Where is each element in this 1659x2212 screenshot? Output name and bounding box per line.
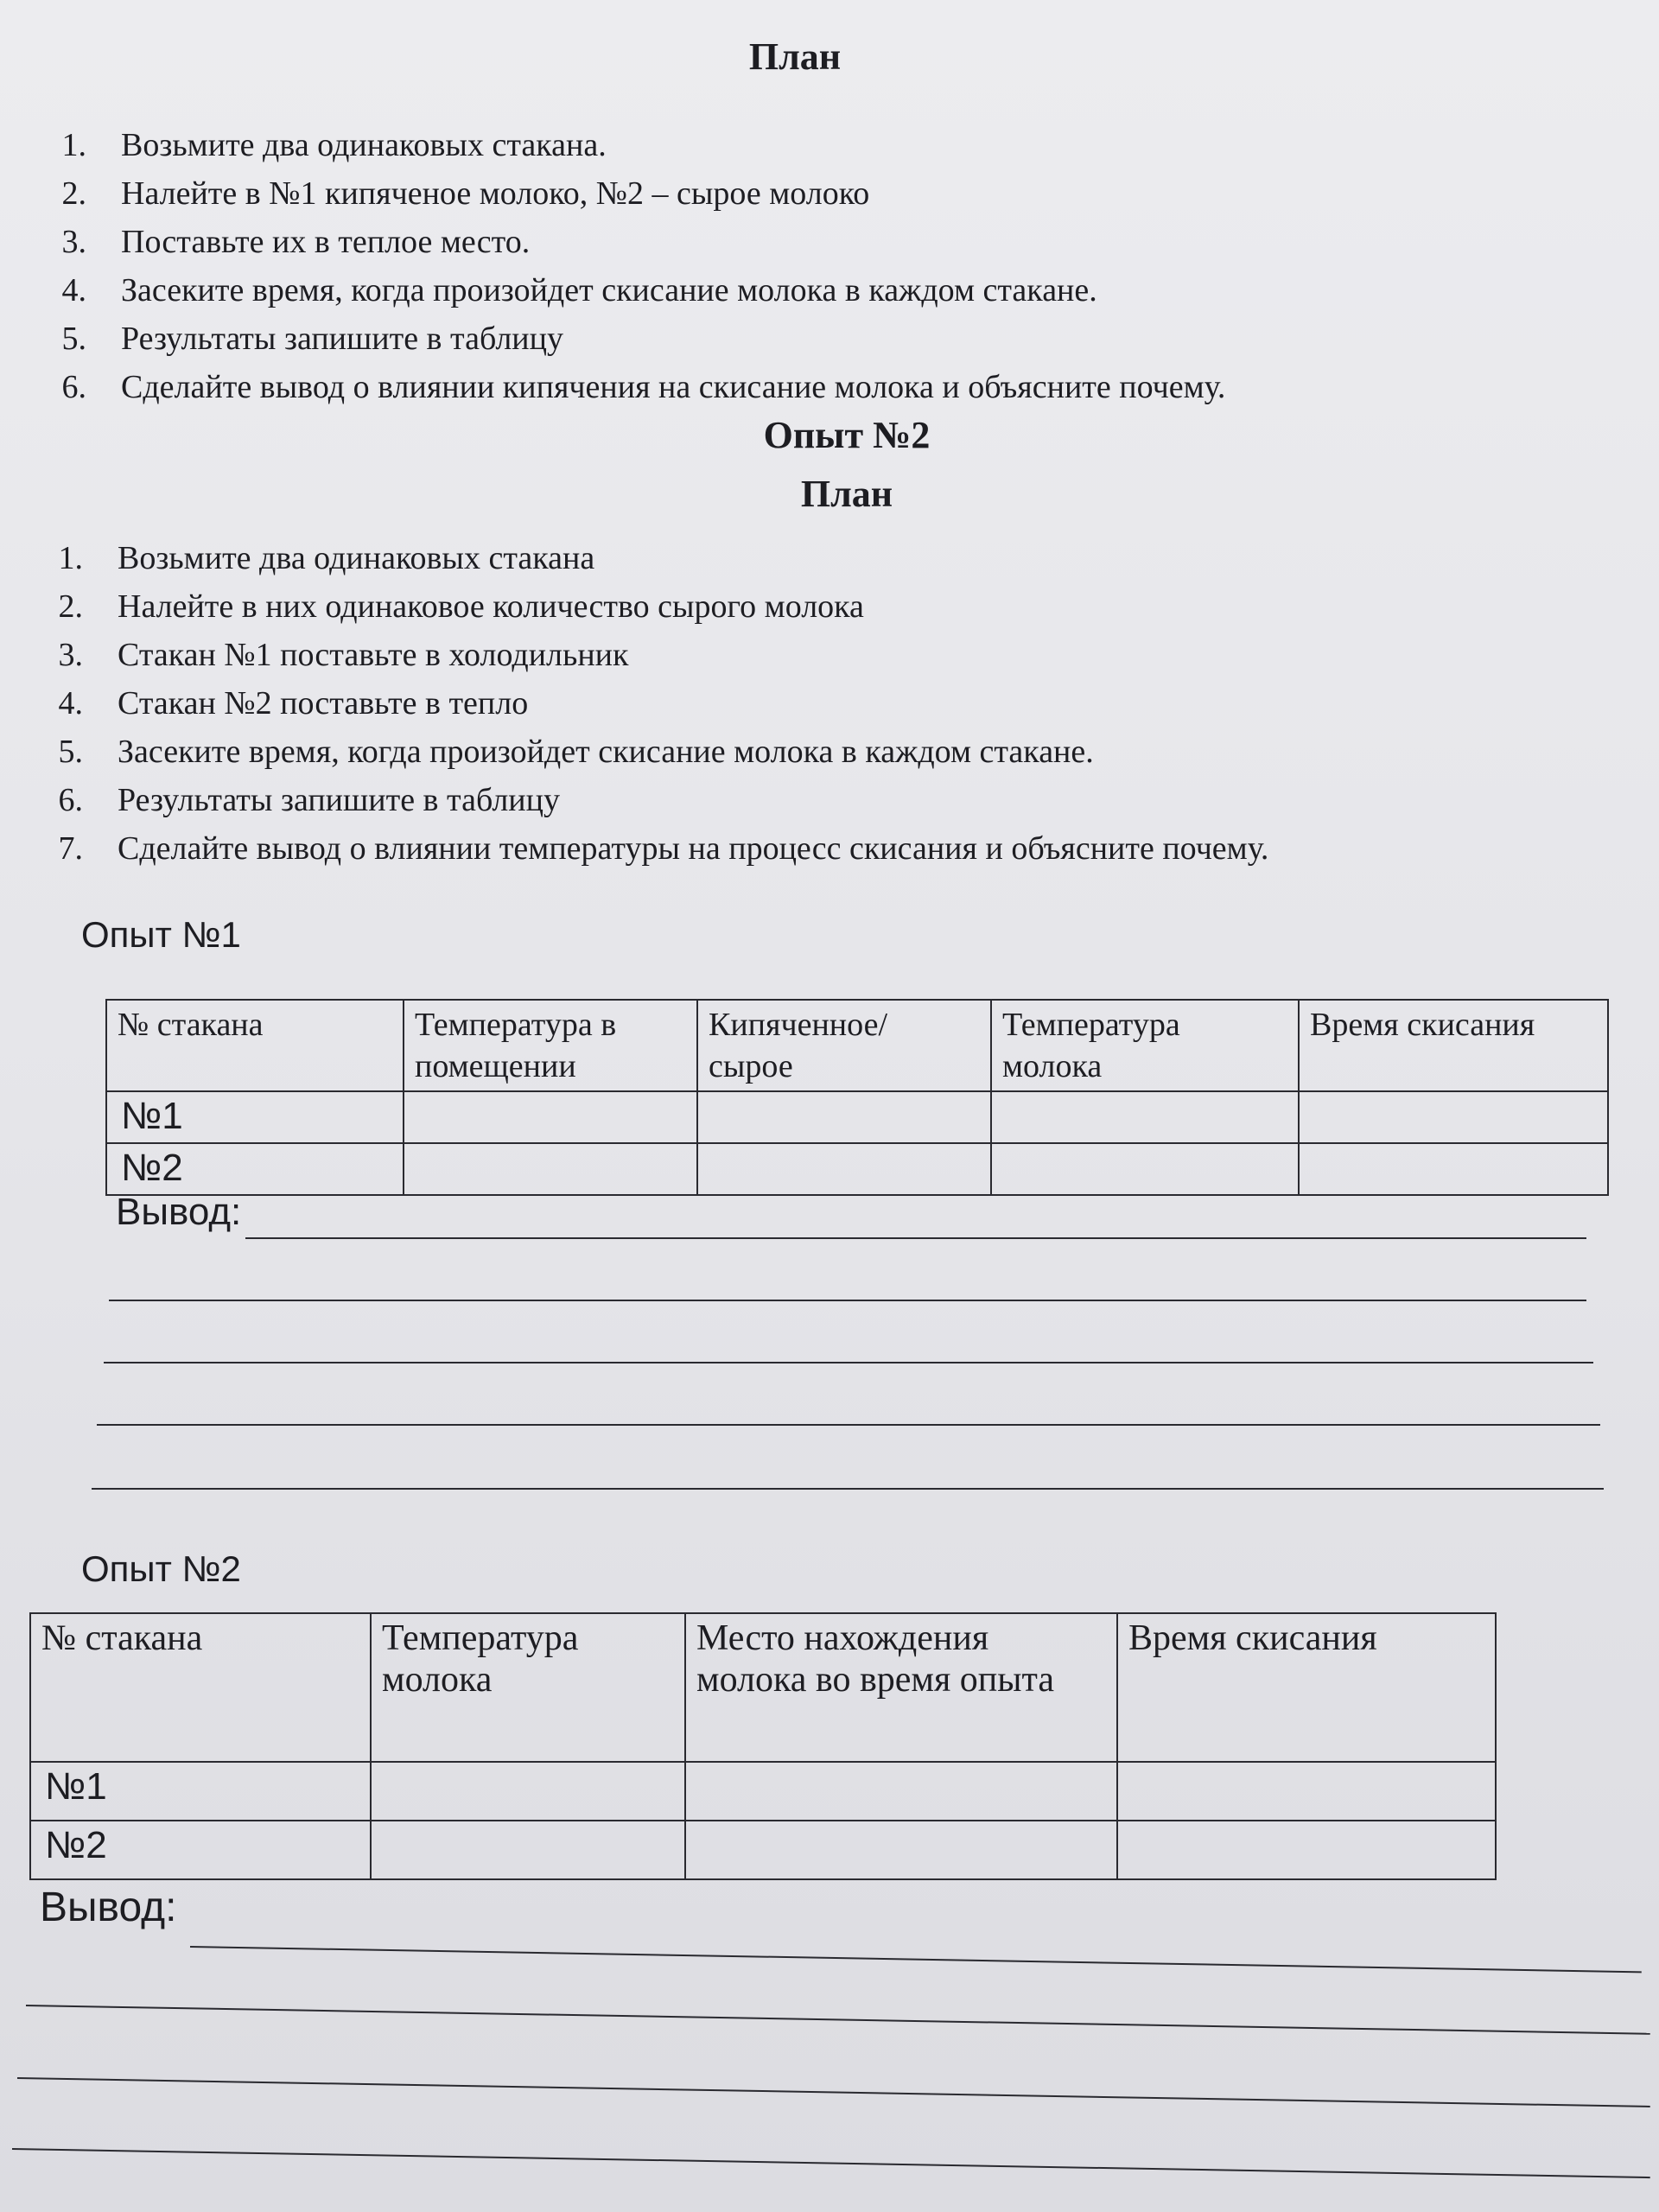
list-item: 3. Стакан №1 поставьте в холодильник [58, 637, 629, 673]
table-header-cell: Время скисания [1299, 1000, 1608, 1091]
table-row [106, 1091, 1608, 1143]
answer-line[interactable] [97, 1424, 1600, 1426]
answer-line[interactable] [17, 2077, 1650, 2107]
table-header-cell: Время скисания [1117, 1613, 1496, 1762]
empty-cell[interactable] [1299, 1143, 1608, 1195]
answer-line[interactable] [92, 1488, 1604, 1490]
empty-cell[interactable] [404, 1143, 697, 1195]
answer-line[interactable] [190, 1946, 1642, 1973]
plan-1-list [35, 121, 1590, 411]
empty-cell[interactable] [1117, 1762, 1496, 1821]
table-row [30, 1821, 1496, 1879]
empty-cell[interactable] [991, 1143, 1299, 1195]
empty-cell[interactable] [685, 1762, 1117, 1821]
plan-2-list [31, 534, 1586, 873]
row-label: №2 [30, 1821, 371, 1879]
list-item: 5. Засеките время, когда произойдет скисание молока в каждом стакане. [58, 734, 1094, 770]
row-label: №1 [106, 1091, 404, 1143]
table-1-label: Опыт №1 [81, 914, 241, 955]
list-item: 6. Сделайте вывод о влиянии кипячения на скисание молока и объясните почему. [61, 369, 1226, 405]
empty-cell[interactable] [404, 1091, 697, 1143]
table-header-row [30, 1613, 1496, 1762]
empty-cell[interactable] [371, 1762, 685, 1821]
list-item: 4. Засеките время, когда произойдет скисание молока в каждом стакане. [61, 272, 1097, 308]
list-item: 1. Возьмите два одинаковых стакана [58, 540, 595, 576]
table-header-row [106, 1000, 1608, 1091]
conclusion-1-label: Вывод: [116, 1191, 242, 1233]
table-2 [29, 1612, 1497, 1880]
list-item: 7. Сделайте вывод о влиянии температуры на процесс скисания и объясните почему. [58, 830, 1269, 867]
empty-cell[interactable] [685, 1821, 1117, 1879]
experiment-2-title: Опыт №2 [763, 414, 931, 456]
conclusion-2-label: Вывод: [40, 1885, 177, 1930]
empty-cell[interactable] [697, 1091, 991, 1143]
empty-cell[interactable] [697, 1143, 991, 1195]
empty-cell[interactable] [1117, 1821, 1496, 1879]
plan-1-title: План [748, 35, 842, 78]
table-header-cell: № стакана [106, 1000, 404, 1091]
plan-2-title: План [800, 473, 893, 515]
answer-line[interactable] [12, 2148, 1650, 2178]
list-item: 4. Стакан №2 поставьте в тепло [58, 685, 529, 721]
table-header-cell: № стакана [30, 1613, 371, 1762]
row-label: №1 [30, 1762, 371, 1821]
list-item: 2. Налейте в них одинаковое количество сырого молока [58, 588, 864, 625]
list-item: 6. Результаты запишите в таблицу [58, 782, 560, 818]
list-item: 3. Поставьте их в теплое место. [61, 224, 531, 260]
table-row [106, 1143, 1608, 1195]
empty-cell[interactable] [991, 1091, 1299, 1143]
table-header-cell: Место нахождения молока во время опыта [685, 1613, 1117, 1762]
table-header-cell: Температура в помещении [404, 1000, 697, 1091]
list-item: 5. Результаты запишите в таблицу [61, 321, 563, 357]
table-2-label: Опыт №2 [81, 1548, 241, 1589]
answer-line[interactable] [245, 1237, 1586, 1239]
list-item: 2. Налейте в №1 кипяченое молоко, №2 – сырое молоко [61, 175, 870, 212]
answer-line[interactable] [109, 1300, 1586, 1301]
list-item: 1. Возьмите два одинаковых стакана. [61, 127, 607, 163]
table-header-cell: Температура молока [991, 1000, 1299, 1091]
empty-cell[interactable] [371, 1821, 685, 1879]
table-1 [105, 999, 1609, 1196]
empty-cell[interactable] [1299, 1091, 1608, 1143]
table-header-cell: Кипяченное/ сырое [697, 1000, 991, 1091]
table-row [30, 1762, 1496, 1821]
row-label: №2 [106, 1143, 404, 1195]
answer-line[interactable] [26, 2005, 1650, 2035]
table-header-cell: Температура молока [371, 1613, 685, 1762]
answer-line[interactable] [104, 1362, 1593, 1363]
